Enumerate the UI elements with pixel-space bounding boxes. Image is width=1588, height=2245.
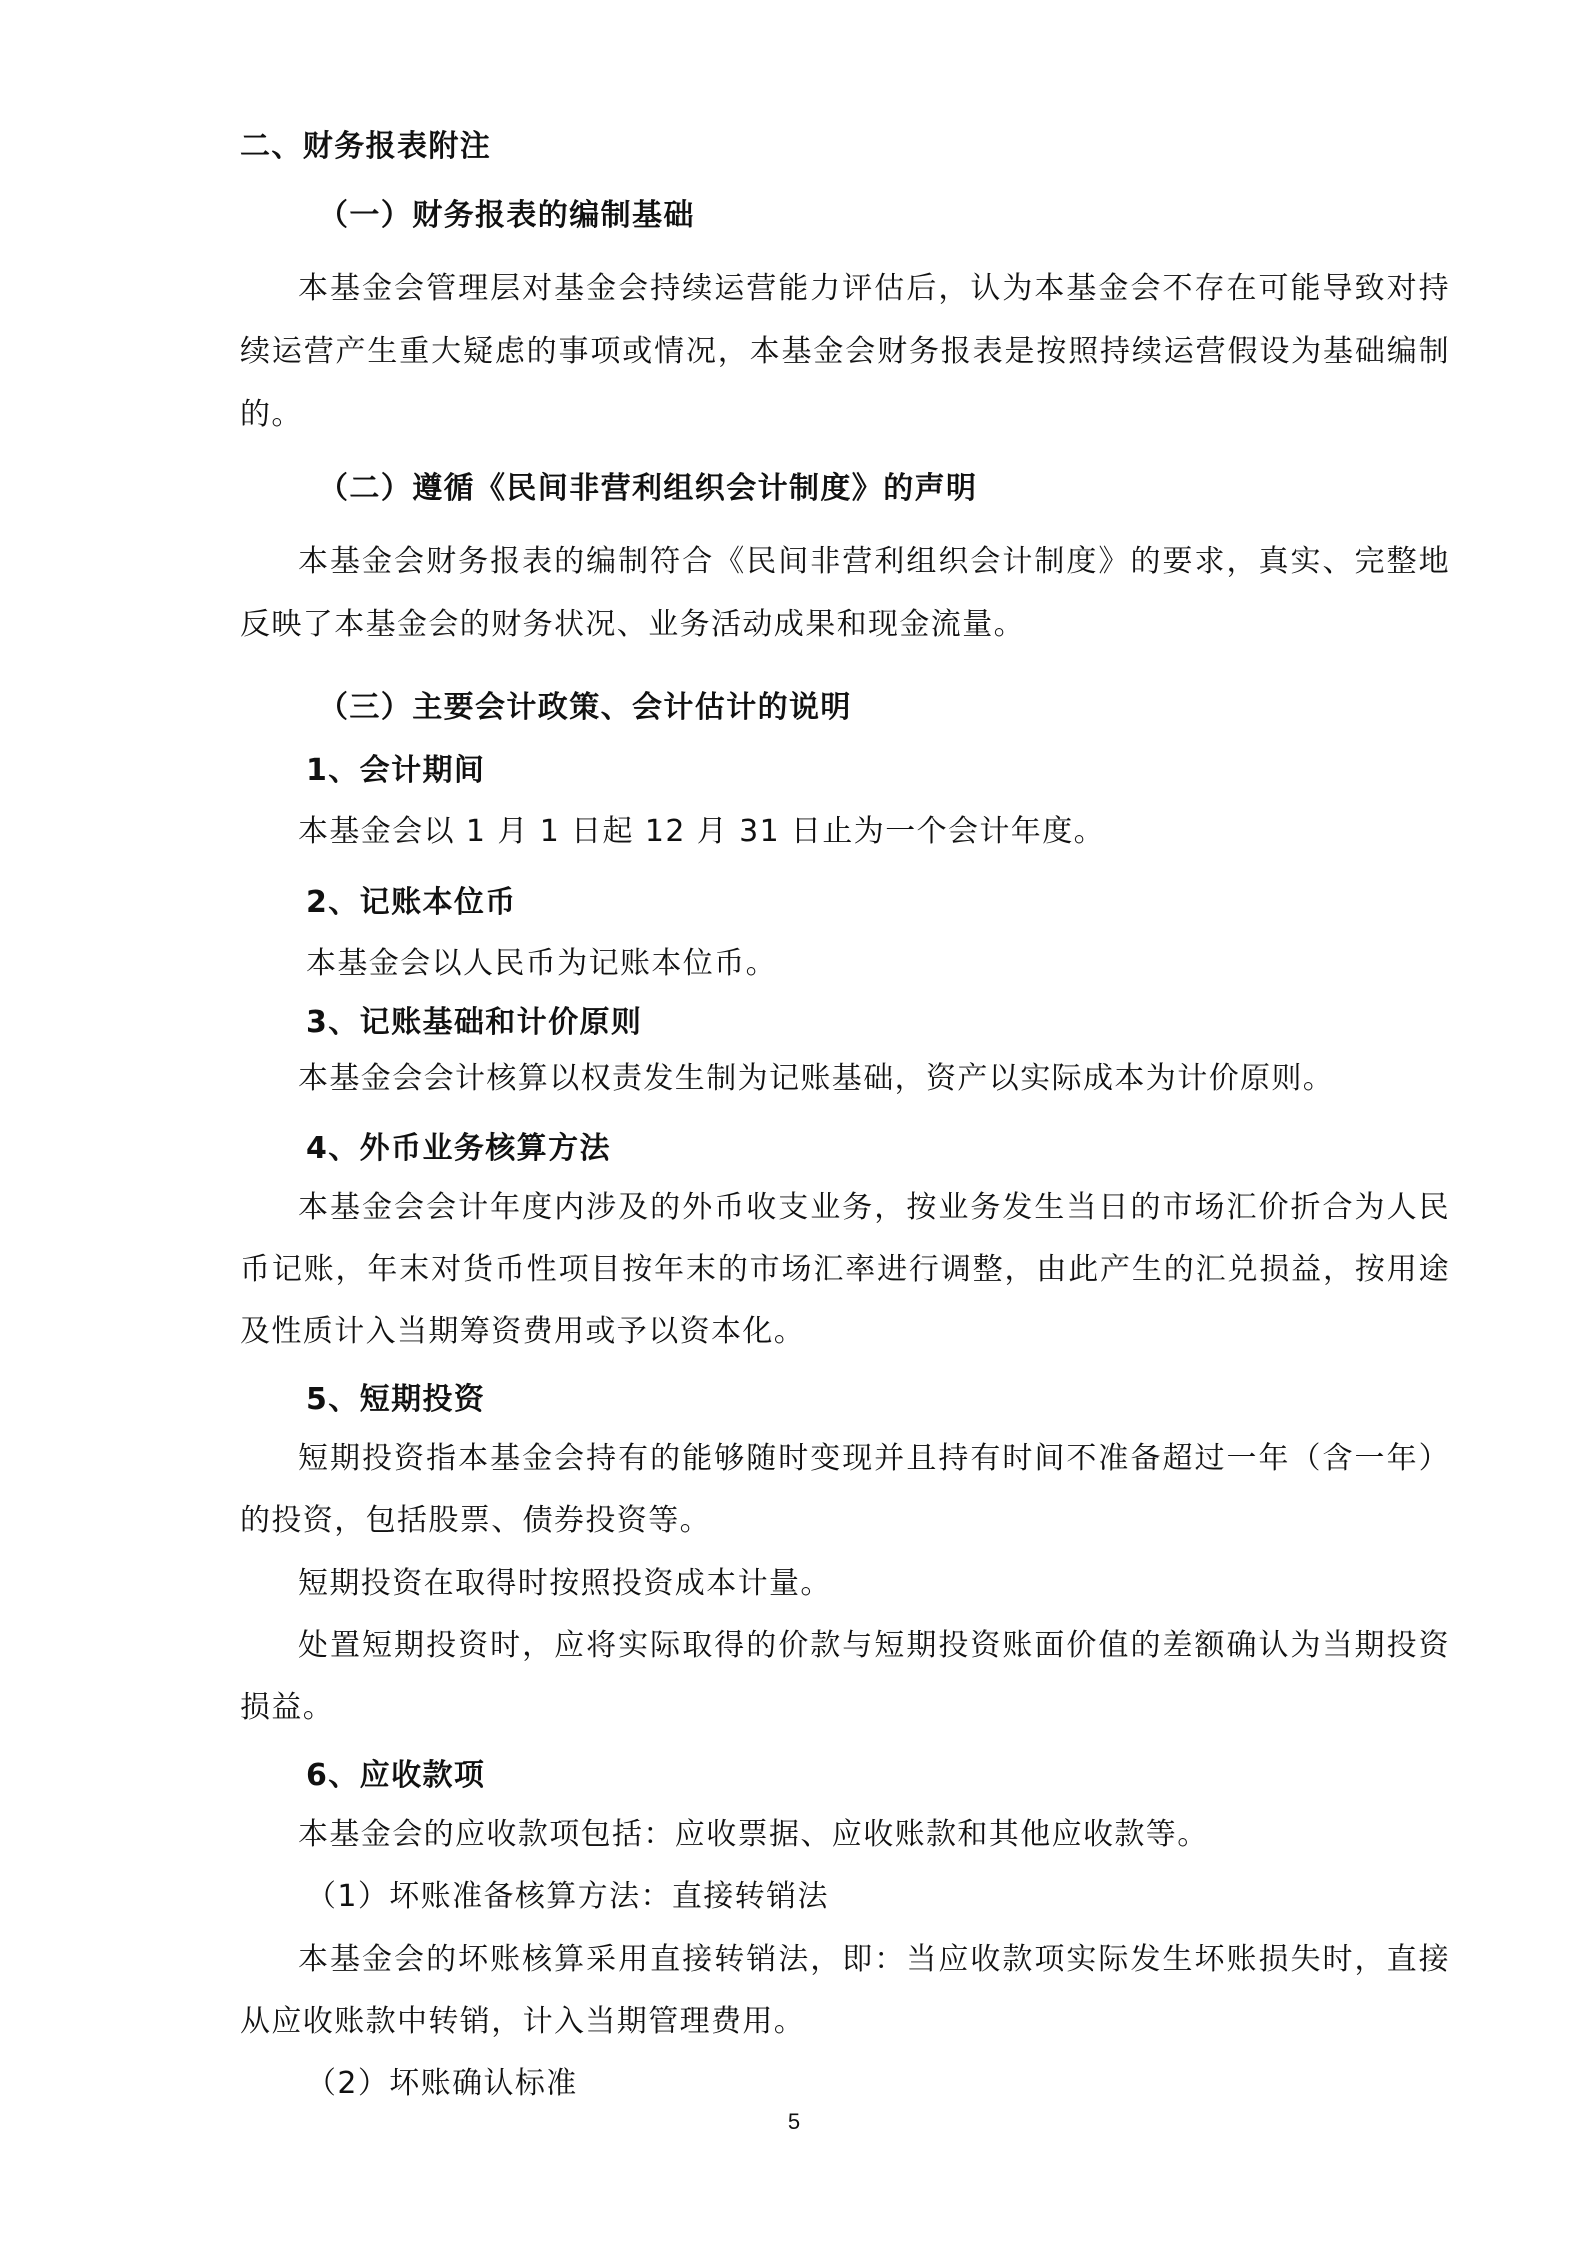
section-title: 二、财务报表附注 (240, 129, 492, 164)
paragraph-line: 本基金会会计年度内涉及的外币收支业务，按业务发生当日的市场汇价折合为人民 (298, 1190, 1450, 1225)
item-heading-6: 6、应收款项 (306, 1758, 486, 1793)
subsection-heading-1: （一）财务报表的编制基础 (318, 198, 695, 233)
subsection-heading-2: （二）遵循《民间非营利组织会计制度》的声明 (318, 471, 978, 506)
paragraph-line: 损益。 (240, 1690, 335, 1725)
paragraph-line: 本基金会以 1 月 1 日起 12 月 31 日止为一个会计年度。 (298, 814, 1106, 849)
paragraph-line: （1）坏账准备核算方法：直接转销法 (306, 1879, 829, 1914)
paragraph-line: 本基金会管理层对基金会持续运营能力评估后，认为本基金会不存在可能导致对持 (298, 271, 1450, 306)
item-heading-1: 1、会计期间 (306, 753, 486, 788)
subsection-heading-3: （三）主要会计政策、会计估计的说明 (318, 690, 852, 725)
paragraph-line: 反映了本基金会的财务状况、业务活动成果和现金流量。 (240, 607, 1025, 642)
paragraph-line: 的投资，包括股票、债券投资等。 (240, 1503, 711, 1538)
item-heading-2: 2、记账本位币 (306, 885, 517, 920)
paragraph-line: （2）坏账确认标准 (306, 2066, 578, 2101)
item-heading-3: 3、记账基础和计价原则 (306, 1005, 643, 1040)
item-heading-5: 5、短期投资 (306, 1382, 486, 1417)
paragraph-line: 处置短期投资时，应将实际取得的价款与短期投资账面价值的差额确认为当期投资 (298, 1628, 1450, 1663)
paragraph-line: 短期投资指本基金会持有的能够随时变现并且持有时间不准备超过一年（含一年） (298, 1441, 1450, 1476)
page-number: 5 (787, 2109, 801, 2134)
paragraph-line: 本基金会的坏账核算采用直接转销法，即：当应收款项实际发生坏账损失时，直接 (298, 1942, 1450, 1977)
paragraph-line: 及性质计入当期筹资费用或予以资本化。 (240, 1314, 806, 1349)
paragraph-line: 本基金会以人民币为记账本位币。 (306, 946, 777, 981)
paragraph-line: 本基金会财务报表的编制符合《民间非营利组织会计制度》的要求，真实、完整地 (298, 544, 1450, 579)
paragraph-line: 本基金会会计核算以权责发生制为记账基础，资产以实际成本为计价原则。 (298, 1061, 1335, 1096)
paragraph-line: 续运营产生重大疑虑的事项或情况，本基金会财务报表是按照持续运营假设为基础编制 (240, 334, 1450, 369)
paragraph-line: 的。 (240, 397, 303, 432)
paragraph-line: 本基金会的应收款项包括：应收票据、应收账款和其他应收款等。 (298, 1817, 1209, 1852)
paragraph-line: 短期投资在取得时按照投资成本计量。 (298, 1566, 832, 1601)
paragraph-line: 从应收账款中转销，计入当期管理费用。 (240, 2004, 806, 2039)
paragraph-line: 币记账，年末对货币性项目按年末的市场汇率进行调整，由此产生的汇兑损益，按用途 (240, 1252, 1450, 1287)
item-heading-4: 4、外币业务核算方法 (306, 1131, 611, 1166)
